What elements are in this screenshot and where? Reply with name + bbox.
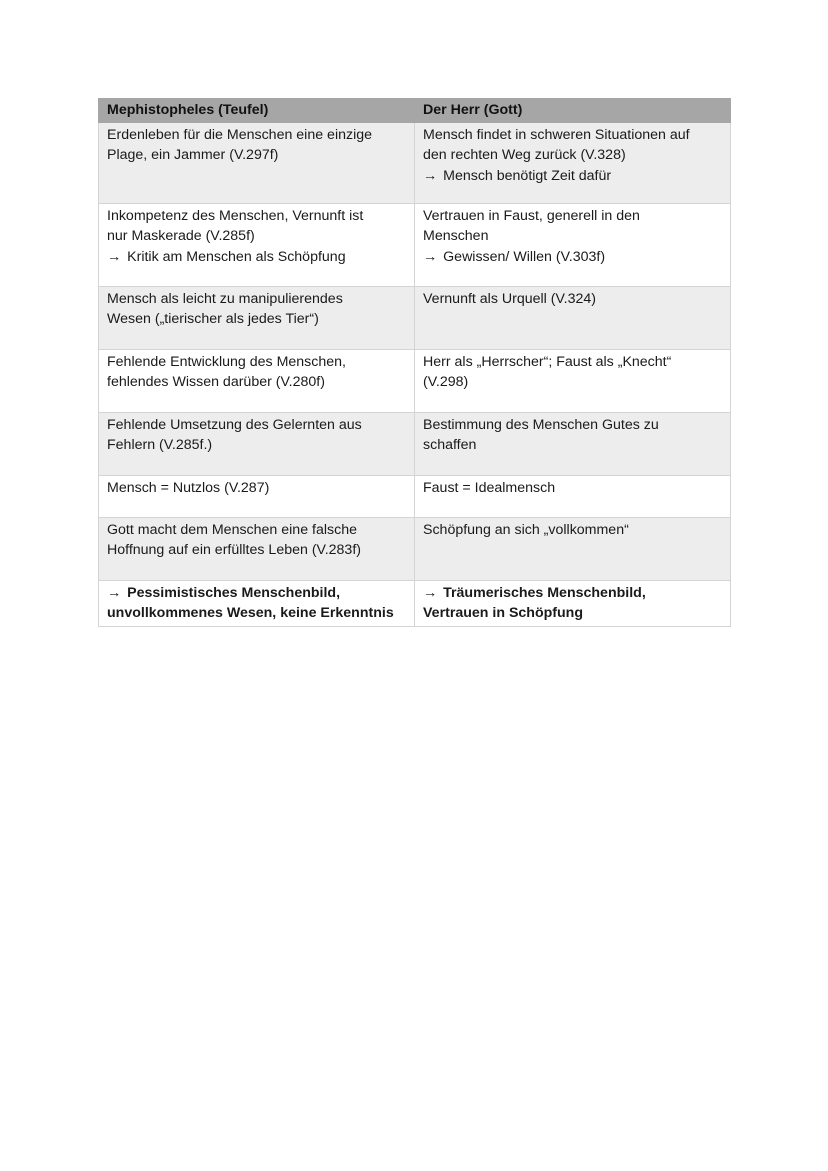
cell-line-text: Kritik am Menschen als Schöpfung xyxy=(127,248,346,265)
cell-der-herr xyxy=(415,412,731,475)
cell-line-text: Pessimistisches Menschenbild, xyxy=(127,584,341,601)
cell-line: Fehlende Umsetzung des Gelernten aus xyxy=(107,416,362,433)
header-der-herr: Der Herr (Gott) xyxy=(415,99,731,123)
table-row xyxy=(99,203,731,286)
cell-mephistopheles xyxy=(99,286,415,349)
cell-line: Mensch = Nutzlos (V.287) xyxy=(107,479,270,496)
cell-mephistopheles xyxy=(99,412,415,475)
table-row xyxy=(99,412,731,475)
table-row xyxy=(99,122,731,203)
table-row xyxy=(99,475,731,517)
cell-line: Erdenleben für die Menschen eine einzige xyxy=(107,126,373,143)
cell-line: Vertrauen in Schöpfung xyxy=(423,605,584,621)
cell-line xyxy=(423,583,723,604)
arrow-right-icon: → xyxy=(107,248,122,265)
cell-line: Bestimmung des Menschen Gutes zu xyxy=(423,416,659,433)
cell-der-herr xyxy=(415,580,731,626)
cell-line: unvollkommenes Wesen, keine Erkenntnis xyxy=(107,605,394,621)
cell-line: Schöpfung an sich „vollkommen“ xyxy=(423,521,629,538)
table-row-conclusion xyxy=(99,580,731,626)
header-mephistopheles: Mephistopheles (Teufel) xyxy=(99,99,415,123)
table-row xyxy=(99,286,731,349)
cell-line: Inkompetenz des Menschen, Vernunft ist xyxy=(107,207,364,224)
table-header-row xyxy=(99,99,731,123)
cell-line: Menschen xyxy=(423,228,489,244)
cell-line xyxy=(107,247,407,268)
cell-mephistopheles xyxy=(99,349,415,412)
cell-mephistopheles xyxy=(99,517,415,580)
cell-line xyxy=(423,247,723,268)
cell-line: Gott macht dem Menschen eine falsche xyxy=(107,521,357,538)
cell-line: Hoffnung auf ein erfülltes Leben (V.283f) xyxy=(107,542,361,558)
comparison-table xyxy=(98,98,731,627)
cell-mephistopheles xyxy=(99,475,415,517)
cell-line-text: Mensch benötigt Zeit dafür xyxy=(443,167,612,184)
cell-line: Fehlende Entwicklung des Menschen, xyxy=(107,353,346,370)
cell-line: Mensch als leicht zu manipulierendes xyxy=(107,290,343,307)
cell-line: Vernunft als Urquell (V.324) xyxy=(423,290,596,307)
cell-line: Fehlern (V.285f.) xyxy=(107,437,213,453)
cell-mephistopheles xyxy=(99,203,415,286)
cell-line: den rechten Weg zurück (V.328) xyxy=(423,147,626,163)
cell-line: Plage, ein Jammer (V.297f) xyxy=(107,147,279,163)
cell-line: fehlendes Wissen darüber (V.280f) xyxy=(107,374,325,390)
arrow-right-icon: → xyxy=(107,584,122,601)
cell-line xyxy=(107,583,407,604)
arrow-right-icon: → xyxy=(423,248,438,265)
cell-line: Wesen („tierischer als jedes Tier“) xyxy=(107,311,319,327)
cell-line: Faust = Idealmensch xyxy=(423,479,556,496)
arrow-right-icon: → xyxy=(423,584,438,601)
cell-line: Mensch findet in schweren Situationen auf xyxy=(423,126,690,143)
cell-line: schaffen xyxy=(423,437,477,453)
cell-der-herr xyxy=(415,122,731,203)
cell-line: nur Maskerade (V.285f) xyxy=(107,228,255,244)
table-row xyxy=(99,349,731,412)
cell-line: Herr als „Herrscher“; Faust als „Knecht“ xyxy=(423,353,672,370)
cell-der-herr xyxy=(415,517,731,580)
table-row xyxy=(99,517,731,580)
cell-line: Vertrauen in Faust, generell in den xyxy=(423,207,640,224)
cell-der-herr xyxy=(415,349,731,412)
cell-der-herr xyxy=(415,203,731,286)
cell-line-text: Träumerisches Menschenbild, xyxy=(443,584,646,601)
cell-mephistopheles xyxy=(99,580,415,626)
cell-line-text: Gewissen/ Willen (V.303f) xyxy=(443,248,606,265)
cell-mephistopheles xyxy=(99,122,415,203)
cell-line xyxy=(423,166,723,187)
cell-der-herr xyxy=(415,286,731,349)
arrow-right-icon: → xyxy=(423,167,438,184)
cell-line: (V.298) xyxy=(423,374,469,390)
cell-der-herr xyxy=(415,475,731,517)
